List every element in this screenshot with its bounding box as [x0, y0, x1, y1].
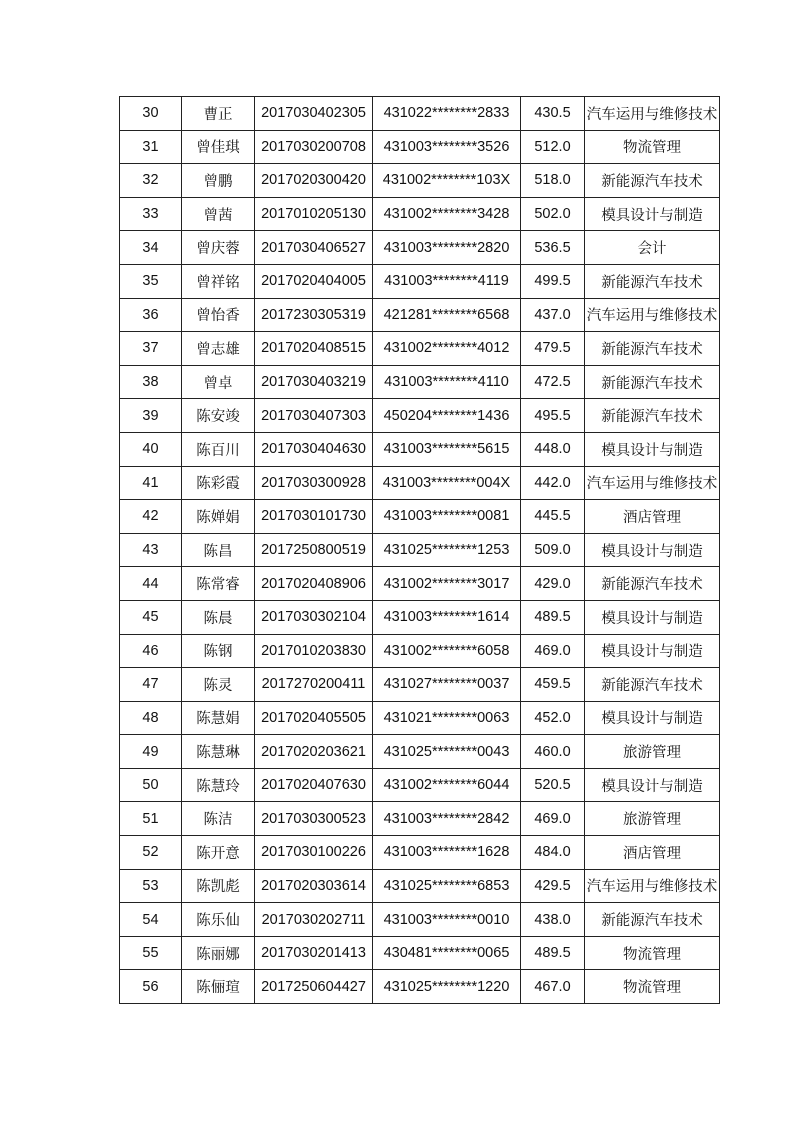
student-name-cell: 陈乐仙 [182, 903, 255, 937]
score-cell: 518.0 [521, 164, 585, 198]
row-number-cell: 49 [120, 735, 182, 769]
score-cell: 460.0 [521, 735, 585, 769]
score-cell: 499.5 [521, 264, 585, 298]
exam-number-cell: 2017020407630 [255, 768, 373, 802]
exam-number-cell: 2017030302104 [255, 600, 373, 634]
id-card-number-cell: 431003********3526 [373, 130, 521, 164]
student-name-cell: 陈俪瑄 [182, 970, 255, 1004]
row-number-cell: 31 [120, 130, 182, 164]
score-cell: 469.0 [521, 802, 585, 836]
table-row [120, 802, 720, 836]
row-number-cell: 37 [120, 332, 182, 366]
student-name-cell: 曾鹏 [182, 164, 255, 198]
student-name-cell: 曾庆蓉 [182, 231, 255, 265]
student-name-cell: 陈婵娟 [182, 500, 255, 534]
id-card-number-cell: 431027********0037 [373, 668, 521, 702]
major-cell: 模具设计与制造 [585, 768, 720, 802]
student-name-cell: 陈慧琳 [182, 735, 255, 769]
major-cell: 模具设计与制造 [585, 701, 720, 735]
major-cell: 汽车运用与维修技术 [585, 466, 720, 500]
id-card-number-cell: 431025********6853 [373, 869, 521, 903]
student-name-cell: 陈慧娟 [182, 701, 255, 735]
table-row [120, 399, 720, 433]
row-number-cell: 32 [120, 164, 182, 198]
exam-number-cell: 2017030101730 [255, 500, 373, 534]
student-name-cell: 陈彩霞 [182, 466, 255, 500]
exam-number-cell: 2017020404005 [255, 264, 373, 298]
table-row [120, 701, 720, 735]
id-card-number-cell: 431003********5615 [373, 432, 521, 466]
exam-number-cell: 2017250800519 [255, 533, 373, 567]
row-number-cell: 48 [120, 701, 182, 735]
exam-number-cell: 2017020300420 [255, 164, 373, 198]
id-card-number-cell: 431002********3428 [373, 197, 521, 231]
exam-number-cell: 2017030406527 [255, 231, 373, 265]
id-card-number-cell: 431003********0081 [373, 500, 521, 534]
student-name-cell: 陈晨 [182, 600, 255, 634]
major-cell: 模具设计与制造 [585, 533, 720, 567]
row-number-cell: 42 [120, 500, 182, 534]
score-cell: 429.0 [521, 567, 585, 601]
score-cell: 459.5 [521, 668, 585, 702]
major-cell: 酒店管理 [585, 836, 720, 870]
id-card-number-cell: 431003********1614 [373, 600, 521, 634]
score-cell: 452.0 [521, 701, 585, 735]
score-cell: 438.0 [521, 903, 585, 937]
score-cell: 472.5 [521, 365, 585, 399]
id-card-number-cell: 431003********2842 [373, 802, 521, 836]
major-cell: 汽车运用与维修技术 [585, 869, 720, 903]
exam-number-cell: 2017030201413 [255, 936, 373, 970]
exam-number-cell: 2017270200411 [255, 668, 373, 702]
id-card-number-cell: 431025********0043 [373, 735, 521, 769]
student-name-cell: 陈常睿 [182, 567, 255, 601]
table-row [120, 768, 720, 802]
row-number-cell: 35 [120, 264, 182, 298]
id-card-number-cell: 431002********4012 [373, 332, 521, 366]
table-body [120, 97, 720, 1004]
major-cell: 物流管理 [585, 970, 720, 1004]
id-card-number-cell: 431003********4119 [373, 264, 521, 298]
id-card-number-cell: 431003********4110 [373, 365, 521, 399]
row-number-cell: 50 [120, 768, 182, 802]
major-cell: 新能源汽车技术 [585, 567, 720, 601]
id-card-number-cell: 431022********2833 [373, 97, 521, 131]
major-cell: 模具设计与制造 [585, 197, 720, 231]
major-cell: 旅游管理 [585, 802, 720, 836]
exam-number-cell: 2017030403219 [255, 365, 373, 399]
major-cell: 汽车运用与维修技术 [585, 298, 720, 332]
student-name-cell: 陈开意 [182, 836, 255, 870]
score-cell: 502.0 [521, 197, 585, 231]
table-row [120, 600, 720, 634]
major-cell: 会计 [585, 231, 720, 265]
table-row [120, 332, 720, 366]
score-cell: 445.5 [521, 500, 585, 534]
table-row [120, 567, 720, 601]
score-cell: 509.0 [521, 533, 585, 567]
score-cell: 536.5 [521, 231, 585, 265]
table-row [120, 634, 720, 668]
exam-number-cell: 2017030407303 [255, 399, 373, 433]
exam-number-cell: 2017010205130 [255, 197, 373, 231]
student-name-cell: 陈慧玲 [182, 768, 255, 802]
row-number-cell: 47 [120, 668, 182, 702]
id-card-number-cell: 431002********3017 [373, 567, 521, 601]
table-row [120, 130, 720, 164]
score-cell: 489.5 [521, 600, 585, 634]
exam-number-cell: 2017250604427 [255, 970, 373, 1004]
row-number-cell: 34 [120, 231, 182, 265]
table-row [120, 365, 720, 399]
major-cell: 新能源汽车技术 [585, 332, 720, 366]
exam-number-cell: 2017030402305 [255, 97, 373, 131]
student-name-cell: 陈丽娜 [182, 936, 255, 970]
student-name-cell: 曾佳琪 [182, 130, 255, 164]
exam-number-cell: 2017020408515 [255, 332, 373, 366]
exam-number-cell: 2017030300523 [255, 802, 373, 836]
student-name-cell: 陈灵 [182, 668, 255, 702]
id-card-number-cell: 431021********0063 [373, 701, 521, 735]
table-row [120, 432, 720, 466]
exam-number-cell: 2017020405505 [255, 701, 373, 735]
score-cell: 429.5 [521, 869, 585, 903]
score-cell: 484.0 [521, 836, 585, 870]
exam-number-cell: 2017020303614 [255, 869, 373, 903]
score-cell: 442.0 [521, 466, 585, 500]
student-name-cell: 陈百川 [182, 432, 255, 466]
row-number-cell: 54 [120, 903, 182, 937]
row-number-cell: 53 [120, 869, 182, 903]
student-name-cell: 陈钢 [182, 634, 255, 668]
id-card-number-cell: 421281********6568 [373, 298, 521, 332]
row-number-cell: 44 [120, 567, 182, 601]
major-cell: 旅游管理 [585, 735, 720, 769]
table-row [120, 936, 720, 970]
major-cell: 酒店管理 [585, 500, 720, 534]
score-cell: 479.5 [521, 332, 585, 366]
student-name-cell: 陈安竣 [182, 399, 255, 433]
exam-number-cell: 2017020408906 [255, 567, 373, 601]
row-number-cell: 46 [120, 634, 182, 668]
student-name-cell: 陈凯彪 [182, 869, 255, 903]
id-card-number-cell: 431025********1253 [373, 533, 521, 567]
exam-number-cell: 2017020203621 [255, 735, 373, 769]
row-number-cell: 51 [120, 802, 182, 836]
table-row [120, 164, 720, 198]
row-number-cell: 41 [120, 466, 182, 500]
row-number-cell: 55 [120, 936, 182, 970]
row-number-cell: 40 [120, 432, 182, 466]
row-number-cell: 36 [120, 298, 182, 332]
row-number-cell: 30 [120, 97, 182, 131]
exam-number-cell: 2017230305319 [255, 298, 373, 332]
exam-number-cell: 2017030404630 [255, 432, 373, 466]
row-number-cell: 33 [120, 197, 182, 231]
exam-number-cell: 2017030200708 [255, 130, 373, 164]
table-row [120, 903, 720, 937]
major-cell: 物流管理 [585, 130, 720, 164]
id-card-number-cell: 431002********6044 [373, 768, 521, 802]
exam-number-cell: 2017030202711 [255, 903, 373, 937]
score-cell: 437.0 [521, 298, 585, 332]
table-row [120, 231, 720, 265]
table-row [120, 466, 720, 500]
table-row [120, 533, 720, 567]
major-cell: 模具设计与制造 [585, 634, 720, 668]
id-card-number-cell: 431002********6058 [373, 634, 521, 668]
table-row [120, 264, 720, 298]
table-row [120, 836, 720, 870]
id-card-number-cell: 431003********004X [373, 466, 521, 500]
table-row [120, 500, 720, 534]
major-cell: 模具设计与制造 [585, 600, 720, 634]
row-number-cell: 52 [120, 836, 182, 870]
major-cell: 新能源汽车技术 [585, 164, 720, 198]
student-name-cell: 陈昌 [182, 533, 255, 567]
id-card-number-cell: 431002********103X [373, 164, 521, 198]
student-name-cell: 曾志雄 [182, 332, 255, 366]
row-number-cell: 39 [120, 399, 182, 433]
id-card-number-cell: 431003********2820 [373, 231, 521, 265]
row-number-cell: 38 [120, 365, 182, 399]
major-cell: 模具设计与制造 [585, 432, 720, 466]
table-row [120, 668, 720, 702]
exam-number-cell: 2017030300928 [255, 466, 373, 500]
major-cell: 新能源汽车技术 [585, 399, 720, 433]
score-cell: 469.0 [521, 634, 585, 668]
major-cell: 新能源汽车技术 [585, 264, 720, 298]
table-row [120, 97, 720, 131]
row-number-cell: 56 [120, 970, 182, 1004]
table-row [120, 735, 720, 769]
student-name-cell: 陈洁 [182, 802, 255, 836]
id-card-number-cell: 450204********1436 [373, 399, 521, 433]
major-cell: 物流管理 [585, 936, 720, 970]
major-cell: 汽车运用与维修技术 [585, 97, 720, 131]
id-card-number-cell: 431003********1628 [373, 836, 521, 870]
student-name-cell: 曾卓 [182, 365, 255, 399]
major-cell: 新能源汽车技术 [585, 365, 720, 399]
row-number-cell: 43 [120, 533, 182, 567]
student-name-cell: 曾祥铭 [182, 264, 255, 298]
score-cell: 512.0 [521, 130, 585, 164]
student-name-cell: 曹正 [182, 97, 255, 131]
id-card-number-cell: 430481********0065 [373, 936, 521, 970]
student-name-cell: 曾茜 [182, 197, 255, 231]
student-name-cell: 曾怡香 [182, 298, 255, 332]
table-row [120, 298, 720, 332]
score-cell: 520.5 [521, 768, 585, 802]
score-cell: 448.0 [521, 432, 585, 466]
major-cell: 新能源汽车技术 [585, 903, 720, 937]
table-row [120, 970, 720, 1004]
row-number-cell: 45 [120, 600, 182, 634]
exam-number-cell: 2017010203830 [255, 634, 373, 668]
id-card-number-cell: 431003********0010 [373, 903, 521, 937]
table-row [120, 869, 720, 903]
score-cell: 430.5 [521, 97, 585, 131]
score-cell: 489.5 [521, 936, 585, 970]
admission-table [119, 96, 720, 1004]
exam-number-cell: 2017030100226 [255, 836, 373, 870]
id-card-number-cell: 431025********1220 [373, 970, 521, 1004]
table-row [120, 197, 720, 231]
score-cell: 467.0 [521, 970, 585, 1004]
major-cell: 新能源汽车技术 [585, 668, 720, 702]
score-cell: 495.5 [521, 399, 585, 433]
